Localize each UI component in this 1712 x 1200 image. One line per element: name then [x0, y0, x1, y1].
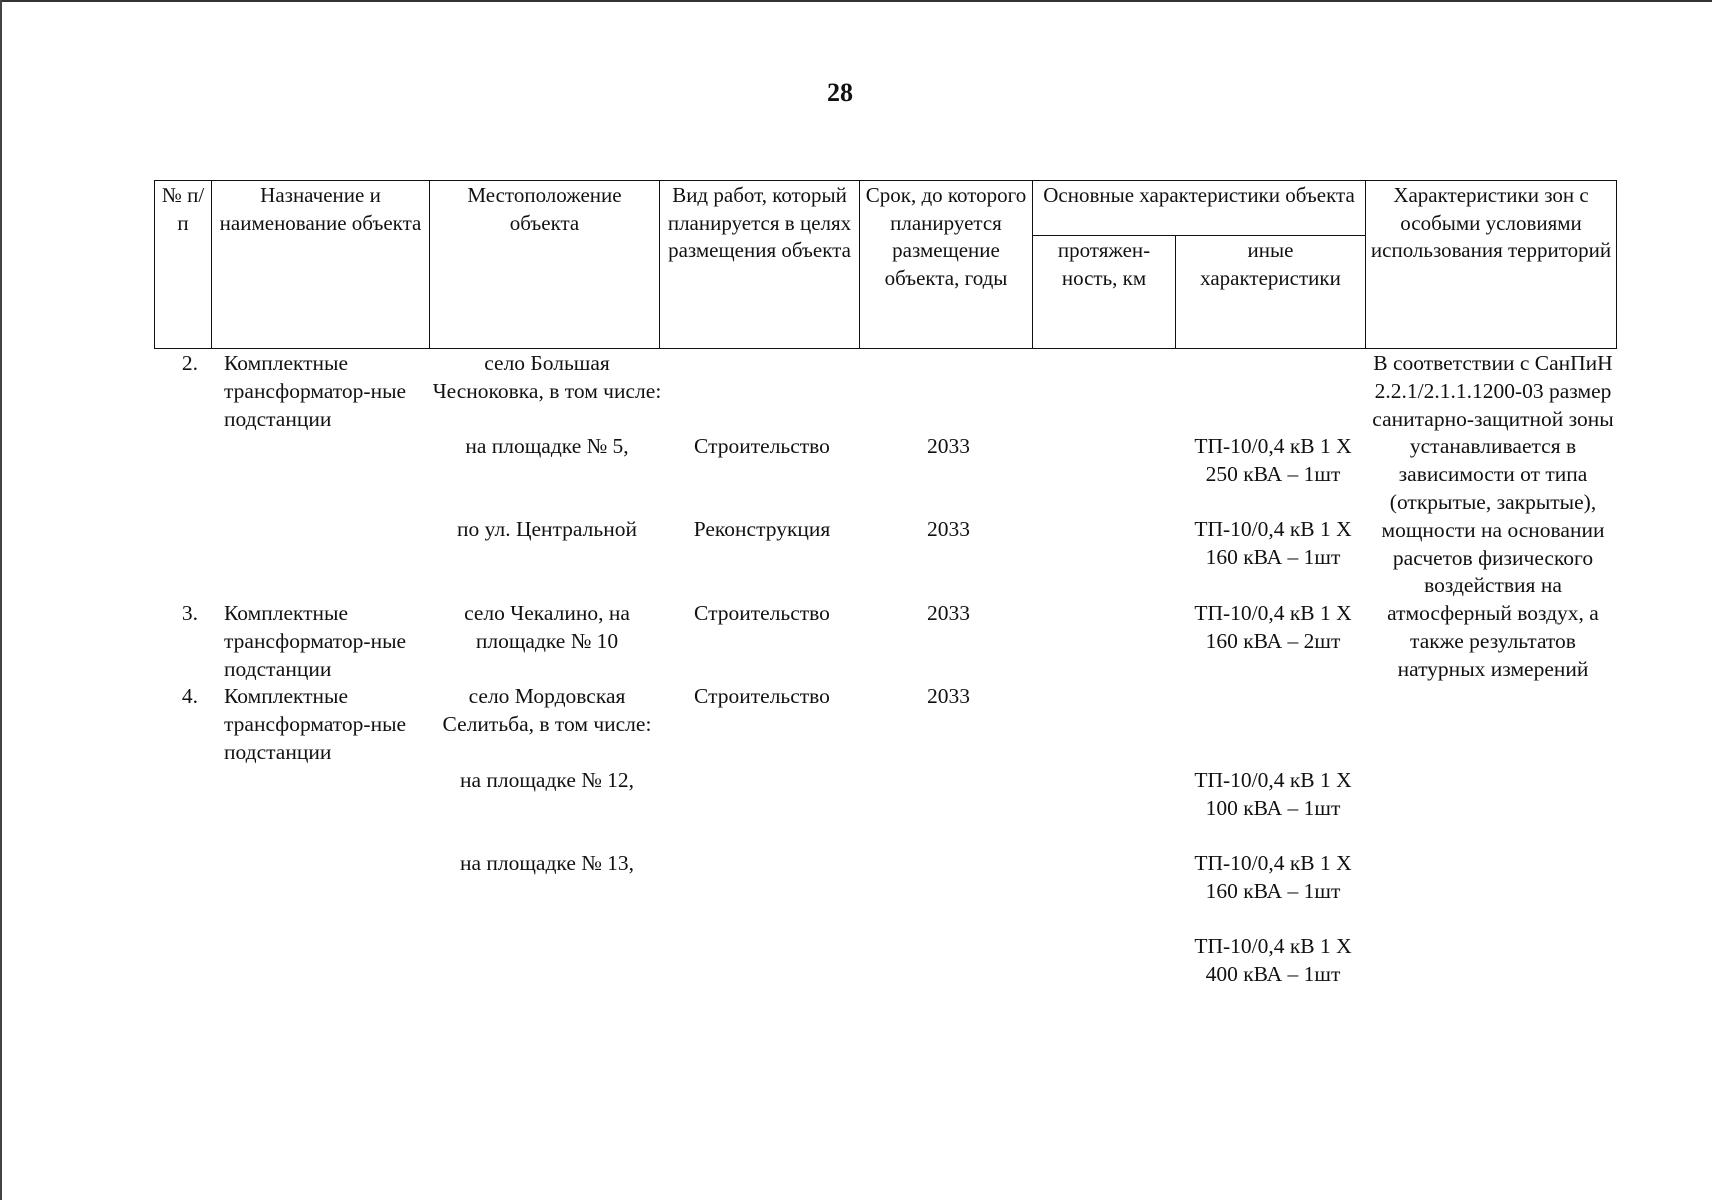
row-object-name-text: Комплектные трансформатор-ные подстанции — [224, 601, 407, 681]
row-number: 4. — [181, 684, 198, 708]
sub-location — [432, 516, 662, 544]
row-number: 2. — [181, 351, 198, 375]
sub-location: на площадке № 12, — [459, 768, 635, 792]
row-number: 3. — [181, 601, 198, 625]
sub-work-type: Строительство — [694, 434, 830, 458]
header-col-work-type: Вид работ, который планируется в целях размещения объекта — [660, 181, 860, 349]
header-col-number: № п/п — [155, 181, 212, 349]
header-col-term: Срок, до которого планируется размещение объекта, годы — [860, 181, 1033, 349]
row-object-name — [224, 600, 434, 683]
row-other-characteristics-text: ТП-10/0,4 кВ 1 Х 160 кВА – 2шт — [1194, 601, 1352, 653]
sub-other-characteristics — [1178, 767, 1368, 823]
sub-location: на площадке № 5, — [465, 434, 629, 458]
page-number: 28 — [827, 78, 853, 107]
sub-location: на площадке № 13, — [459, 851, 635, 875]
row-object-name — [224, 350, 434, 433]
header-col-name: Назначение и наименование объекта — [212, 181, 430, 349]
table-header — [154, 180, 1617, 349]
sub-other-characteristics-text: ТП-10/0,4 кВ 1 Х 100 кВА – 1шт — [1194, 768, 1352, 820]
header-col-zones: Характеристики зон с особыми условиями использования территорий — [1366, 181, 1617, 349]
header-col-length: протяжен-ность, км — [1033, 236, 1176, 349]
scan-edge-left — [0, 0, 2, 1200]
header-col-main-characteristics: Основные характеристики объекта — [1033, 181, 1366, 236]
row-location — [440, 600, 654, 656]
sub-other-characteristics — [1178, 850, 1368, 906]
header-col-location: Местоположение объекта — [430, 181, 660, 349]
row-location — [440, 683, 654, 739]
sub-term: 2033 — [927, 434, 970, 458]
row-location-text: село Мордовская Селитьба, в том числе: — [442, 684, 652, 736]
sub-location-text: по ул. Центральной — [457, 517, 637, 541]
sub-term: 2033 — [927, 517, 970, 541]
row-work-type: Строительство — [694, 601, 830, 625]
header-col-other: иные характеристики — [1176, 236, 1366, 349]
sub-other-characteristics-text: ТП-10/0,4 кВ 1 Х 160 кВА – 1шт — [1194, 517, 1352, 569]
row-location-text: село Чекалино, на площадке № 10 — [464, 601, 630, 653]
zones-description-text: В соответствии с СанПиН 2.2.1/2.1.1.1200-03 размер санитарно-защитной зоны устанавливается в зависимости от типа (открытые, закрытые), мощности на основании расчетов физического воздействия на атмосферный воздух, а также результатов натурных измерений — [1372, 351, 1614, 681]
row-object-name — [224, 683, 434, 766]
sub-work-type: Реконструкция — [693, 517, 831, 541]
row-term: 2033 — [927, 684, 970, 708]
zones-description — [1370, 350, 1616, 684]
sub-other-characteristics — [1178, 933, 1368, 989]
sub-other-characteristics — [1178, 516, 1368, 572]
row-work-type: Строительство — [694, 684, 830, 708]
row-object-name-text: Комплектные трансформатор-ные подстанции — [224, 684, 407, 764]
sub-other-characteristics-text: ТП-10/0,4 кВ 1 Х 250 кВА – 1шт — [1194, 434, 1352, 486]
row-location — [432, 350, 662, 406]
row-other-characteristics — [1178, 600, 1368, 656]
sub-other-characteristics-text: ТП-10/0,4 кВ 1 Х 160 кВА – 1шт — [1194, 851, 1352, 903]
row-location-text: село Большая Чесноковка, в том числе: — [432, 351, 662, 403]
row-object-name-text: Комплектные трансформатор-ные подстанции — [224, 351, 407, 431]
sub-other-characteristics-text: ТП-10/0,4 кВ 1 Х 400 кВА – 1шт — [1194, 934, 1352, 986]
row-term: 2033 — [927, 601, 970, 625]
sub-other-characteristics — [1178, 433, 1368, 489]
scan-edge-top — [0, 0, 1712, 12]
